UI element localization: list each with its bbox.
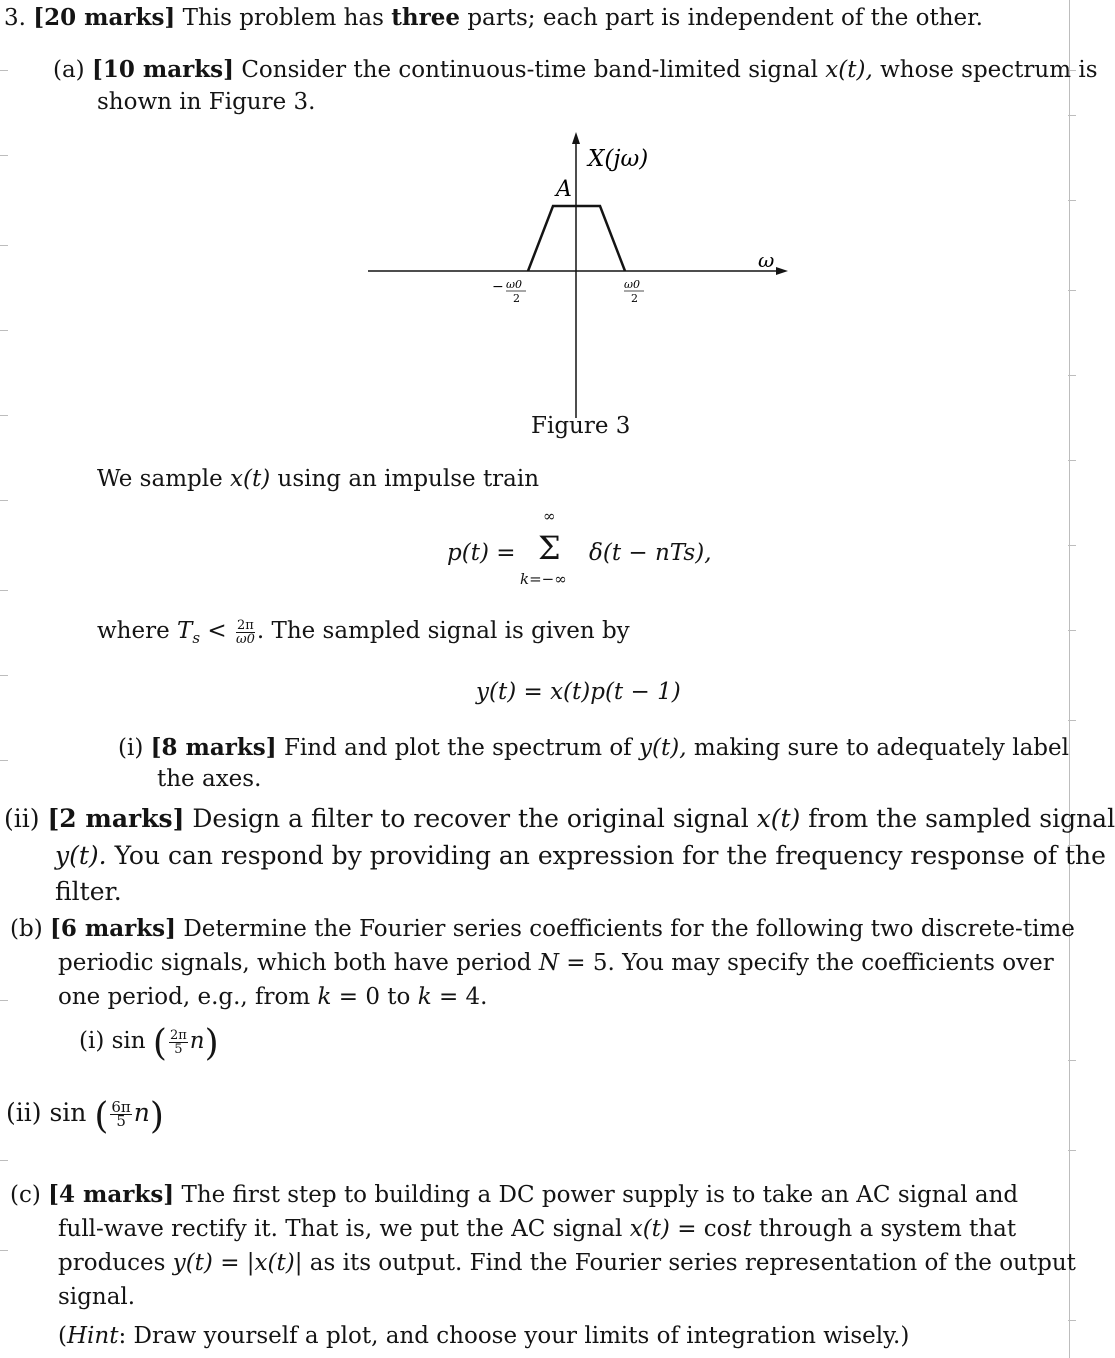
- less-than: <: [207, 618, 227, 644]
- eq2: y(t) = x(t)p(t − 1): [476, 679, 681, 705]
- part-c-hint: [58, 1319, 909, 1353]
- part-a-var: x(t),: [825, 57, 873, 83]
- part-a-ii-text2: You can respond by providing an expression for the frequency response of the: [114, 841, 1106, 870]
- part-c-text3: produces: [58, 1250, 166, 1276]
- hint-open: (: [58, 1323, 67, 1349]
- margin-tick: [1068, 460, 1076, 461]
- neg-tick-num: ω0: [506, 278, 522, 291]
- y-axis-label: X(jω): [588, 146, 649, 172]
- part-b-text3: one period, e.g., from: [58, 984, 311, 1010]
- frac-num: 6π: [111, 1098, 131, 1116]
- frac-num: 2π: [169, 1027, 187, 1043]
- part-a-ii-line1: [4, 801, 1115, 837]
- part-b-ii-var: n: [133, 1098, 150, 1127]
- sample-var: x(t): [230, 466, 271, 492]
- eq1-upper: ∞: [543, 507, 556, 525]
- margin-tick: [0, 1160, 8, 1161]
- part-a-line2: shown in Figure 3.: [97, 89, 316, 115]
- ts-symbol: T: [177, 618, 193, 644]
- part-b-k2: k: [417, 984, 432, 1010]
- part-a-marks: [10 marks]: [91, 56, 235, 83]
- margin-tick: [1068, 1060, 1076, 1061]
- ts-subscript: s: [192, 629, 201, 647]
- part-a-line1: [53, 53, 1098, 87]
- part-a-ii-label: (ii): [4, 804, 40, 833]
- part-b-var-n: N: [538, 950, 559, 976]
- part-c-line3: [58, 1246, 1076, 1280]
- margin-tick: [0, 590, 8, 591]
- part-c-cos: = cos: [677, 1216, 743, 1242]
- part-a-ii-text-end: from the sampled signal: [808, 804, 1115, 833]
- part-b-k1: k: [317, 984, 332, 1010]
- right-paren: ): [204, 1023, 219, 1064]
- part-c-text3-end: as its output. Find the Fourier series representation of the output: [309, 1250, 1076, 1276]
- part-b-text2-end: = 5. You may specify the coefficients over: [566, 950, 1054, 976]
- part-b-text: Determine the Fourier series coefficients for the following two discrete-time: [183, 916, 1075, 942]
- margin-tick: [1068, 200, 1076, 201]
- part-a-i-line2: the axes.: [157, 766, 262, 792]
- pos-tick-num: ω0: [624, 278, 640, 291]
- part-b-text2: periodic signals, which both have period: [58, 950, 532, 976]
- margin-tick: [0, 675, 8, 676]
- hint-text: : Draw yourself a plot, and choose your limits of integration wisely.): [118, 1323, 910, 1349]
- margin-tick: [0, 1250, 8, 1251]
- question-3-heading: [4, 1, 983, 35]
- margin-tick: [1068, 630, 1076, 631]
- part-c-line1: [10, 1178, 1018, 1212]
- intro-text: This problem has: [182, 5, 384, 31]
- margin-tick: [1068, 720, 1076, 721]
- part-b-line2: [58, 946, 1054, 980]
- left-paren: (: [94, 1096, 109, 1137]
- eq1-lower: k=−∞: [520, 570, 567, 588]
- part-b-ii-frac: [110, 1098, 131, 1130]
- part-b-marks: [6 marks]: [49, 915, 177, 942]
- eq1-sigma: Σ: [538, 529, 561, 567]
- margin-tick: [0, 330, 8, 331]
- part-b-ii-label: (ii): [6, 1098, 42, 1127]
- part-b-ii: [6, 1096, 164, 1137]
- left-paren: (: [152, 1023, 167, 1064]
- where-rest: . The sampled signal is given by: [256, 618, 630, 644]
- magnitude-axis-arrow: [572, 132, 580, 144]
- two-pi-over-w0: [236, 619, 255, 646]
- part-c-line4: signal.: [58, 1284, 136, 1310]
- right-paren: ): [149, 1096, 164, 1137]
- part-a-i-text-end: making sure to adequately label: [693, 735, 1069, 761]
- figure-caption: Figure 3: [531, 413, 631, 439]
- frac-num: 2π: [237, 617, 254, 633]
- page-right-edge: [1069, 0, 1076, 1358]
- part-b-i-var: n: [189, 1028, 205, 1054]
- part-c-var-y: y(t) = |x(t)|: [172, 1250, 303, 1276]
- margin-tick: [1068, 375, 1076, 376]
- margin-tick: [1068, 1150, 1076, 1151]
- margin-tick: [0, 245, 8, 246]
- part-a-i-text: Find and plot the spectrum of: [283, 735, 632, 761]
- part-b-line3: [58, 980, 487, 1014]
- part-c-var-x: x(t): [629, 1216, 670, 1242]
- part-a-text-end: whose spectrum is: [880, 57, 1098, 83]
- where-sentence: [97, 614, 630, 655]
- part-a-ii-line2: [55, 838, 1106, 874]
- part-c-t: t: [742, 1216, 752, 1242]
- frac-den: ω0: [235, 631, 255, 647]
- omega-axis-arrow: [776, 267, 788, 275]
- margin-tick: [0, 760, 8, 761]
- part-c-line2: [58, 1212, 1016, 1246]
- part-a-ii-marks: [2 marks]: [47, 804, 185, 833]
- part-b-text3-mid: = 0 to: [338, 984, 411, 1010]
- part-c-text: The first step to building a DC power supply is to take an AC signal and: [181, 1182, 1019, 1208]
- part-b-i-fn: sin: [111, 1028, 146, 1054]
- part-c-marks: [4 marks]: [48, 1181, 175, 1208]
- question-number: 3.: [4, 5, 26, 31]
- margin-tick: [0, 1000, 8, 1001]
- part-c-text2: full-wave rectify it. That is, we put the AC signal: [58, 1216, 623, 1242]
- margin-tick: [1068, 290, 1076, 291]
- part-a-ii-line3: filter.: [55, 877, 122, 906]
- hint-word: Hint: [66, 1323, 119, 1349]
- sample-text: We sample: [97, 466, 223, 492]
- intro-emph: three: [391, 4, 460, 31]
- eq1-body: δ(t − nTs),: [589, 540, 712, 566]
- peak-label: A: [556, 177, 572, 202]
- x-axis-label: ω: [758, 248, 775, 272]
- margin-tick: [1068, 115, 1076, 116]
- where-word: where: [97, 618, 170, 644]
- figure-3-spectrum: [360, 128, 800, 448]
- part-a-ii-text: Design a filter to recover the original signal: [192, 804, 749, 833]
- part-c-label: (c): [10, 1182, 41, 1208]
- intro-text-end: parts; each part is independent of the other.: [467, 5, 983, 31]
- margin-tick: [0, 70, 8, 71]
- frac-den: 5: [116, 1112, 126, 1130]
- eq1-lhs: p(t) =: [447, 540, 516, 566]
- part-a-i-label: (i): [118, 735, 144, 761]
- part-a-ii-var2: y(t).: [55, 841, 107, 870]
- margin-tick: [1068, 1320, 1076, 1321]
- part-b-text3-end: = 4.: [438, 984, 488, 1010]
- part-c-text2-end: through a system that: [758, 1216, 1017, 1242]
- part-b-line1: [10, 912, 1075, 946]
- part-b-i-label: (i): [79, 1028, 105, 1054]
- margin-tick: [0, 155, 8, 156]
- part-a-i-marks: [8 marks]: [150, 734, 277, 761]
- frac-den: 5: [174, 1041, 183, 1057]
- sample-sentence: [97, 462, 539, 496]
- part-b-i-frac: [169, 1029, 188, 1056]
- part-a-ii-var: x(t): [756, 804, 801, 833]
- part-b-i: [79, 1023, 219, 1064]
- part-a-i-line1: [118, 731, 1069, 765]
- neg-tick-den: 2: [513, 292, 520, 305]
- margin-tick: [1068, 545, 1076, 546]
- part-a-i-var: y(t),: [639, 735, 687, 761]
- part-b-ii-fn: sin: [49, 1098, 87, 1127]
- sample-text-end: using an impulse train: [277, 466, 540, 492]
- part-a-text: Consider the continuous-time band-limited signal: [241, 57, 818, 83]
- part-b-label: (b): [10, 916, 43, 942]
- margin-tick: [0, 415, 8, 416]
- pos-tick-den: 2: [631, 292, 638, 305]
- margin-tick: [0, 500, 8, 501]
- part-a-label: (a): [53, 57, 85, 83]
- neg-tick-minus: −: [492, 279, 504, 295]
- question-marks: [20 marks]: [33, 4, 176, 31]
